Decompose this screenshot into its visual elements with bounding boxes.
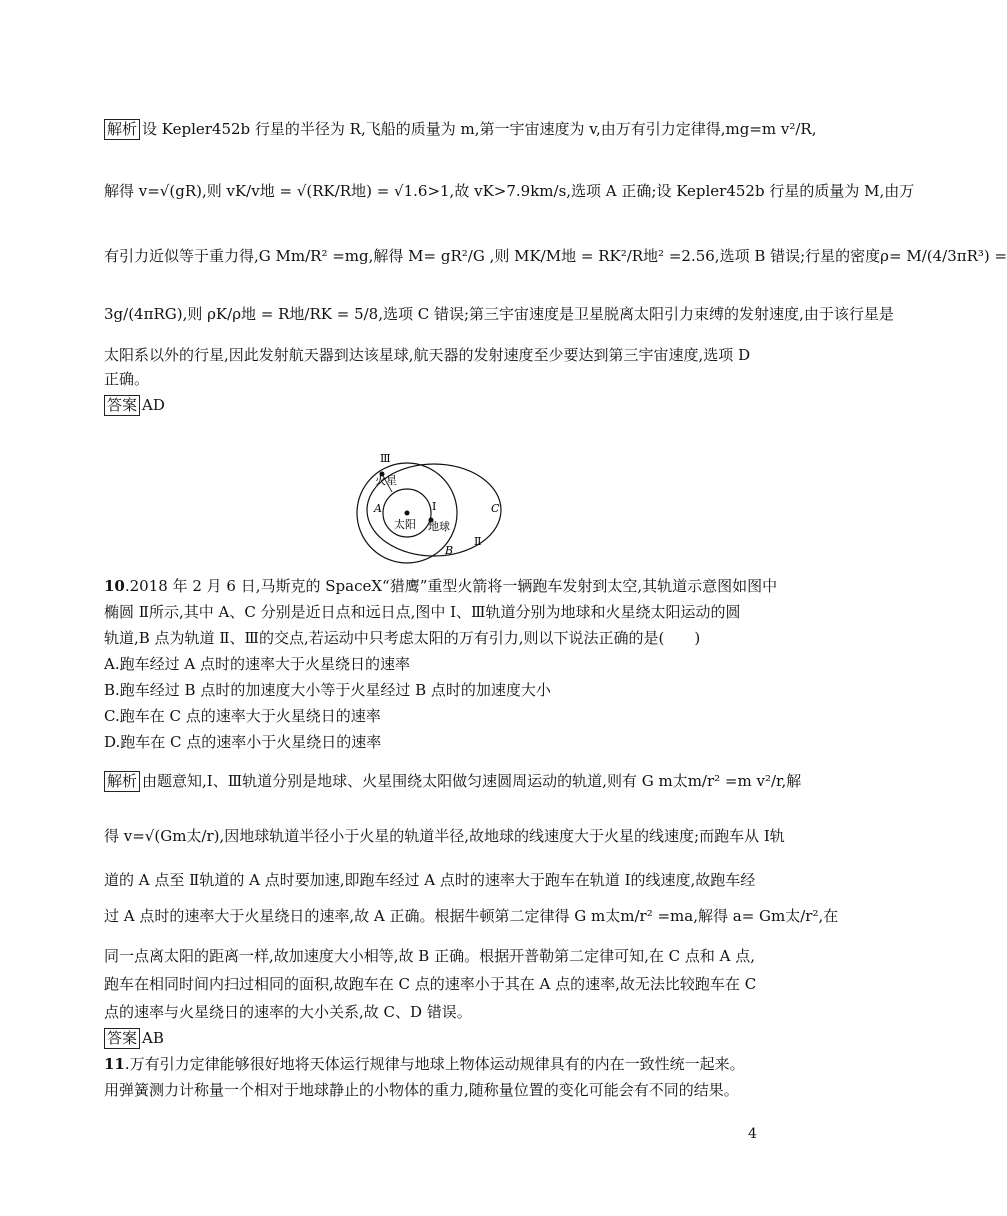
label-III: Ⅲ [380,452,391,465]
label-II: Ⅱ [474,535,482,548]
q10-number: 10 [104,577,125,595]
label-C: C [491,502,500,515]
q9-answer: AD [142,396,165,414]
q9-analysis-line-6: 正确。 [104,370,150,388]
label-B: B [445,544,454,557]
label-I: Ⅰ [432,500,437,513]
q10-analysis-line-6: 跑车在相同时间内扫过相同的面积,故跑车在 C 点的速率小于其在 A 点的速率,故无法比较跑车在 C [104,975,757,993]
q10-option-a: A.跑车经过 A 点时的速率大于火星绕日的速率 [104,655,410,673]
q10-analysis-line-3: 道的 A 点至 Ⅱ轨道的 A 点时要加速,即跑车经过 A 点时的速率大于跑车在轨道 Ⅰ的线速度,故跑车经 [104,871,756,889]
label-A: A [374,502,382,515]
q10-answer: AB [142,1029,164,1047]
q9-analysis-line-5: 太阳系以外的行星,因此发射航天器到达该星球,航天器的发射速度至少要达到第三宇宙速度,选项 D [104,346,751,364]
answer-tag: 答案 [104,1028,140,1049]
q10-stem-line-3: 轨道,B 点为轨道 Ⅱ、Ⅲ的交点,若运动中只考虑太阳的万有引力,则以下说法正确的是( ) [104,629,701,647]
orbit-diagram [352,448,532,576]
q10-stem-line-1: 10.2018 年 2 月 6 日,马斯克的 SpaceX“猎鹰”重型火箭将一辆跑车发射到太空,其轨道示意图如图中 [104,577,778,595]
q11-stem-line-2: 用弹簧测力计称量一个相对于地球静止的小物体的重力,随称量位置的变化可能会有不同的结果。 [104,1081,739,1099]
q10-analysis-line-7: 点的速率与火星绕日的速率的大小关系,故 C、D 错误。 [104,1003,472,1021]
q10-analysis-line-2: 得 v=√(Gm太/r),因地球轨道半径小于火星的轨道半径,故地球的线速度大于火星的线速度;而跑车从 Ⅰ轨 [104,827,785,845]
q11-stem-line-1: 11.万有引力定律能够很好地将天体运行规律与地球上物体运动规律具有的内在一致性统一起来。 [104,1055,745,1073]
q11-number: 11 [104,1055,125,1073]
analysis-tag: 解析 [104,771,140,792]
q10-option-b: B.跑车经过 B 点时的加速度大小等于火星经过 B 点时的加速度大小 [104,681,551,699]
sun-dot [405,511,410,516]
answer-tag: 答案 [104,395,140,416]
q10-analysis-line-1: 解析 由题意知,Ⅰ、Ⅲ轨道分别是地球、火星围绕太阳做匀速圆周运动的轨道,则有 G m太m/r² =m v²/r,解 [104,770,754,792]
page-number: 4 [748,1126,757,1142]
q10-answer-line [104,1027,754,1049]
q10-option-d: D.跑车在 C 点的速率小于火星绕日的速率 [104,733,382,751]
label-sun: 太阳 [394,518,416,531]
q10-analysis-line-5: 同一点离太阳的距离一样,故加速度大小相等,故 B 正确。根据开普勒第二定律可知,在 C 点和 A 点, [104,947,756,965]
q9-answer-line [104,394,754,416]
q10-analysis-line-4: 过 A 点时的速率大于火星绕日的速率,故 A 正确。根据牛顿第二定律得 G m太m/r² =ma,解得 a= Gm太/r²,在 [104,907,839,925]
q9-analysis-line-3: 有引力近似等于重力得,G Mm/R² =mg,解得 M= gR²/G ,则 MK/M地 = RK²/R地² =2.56,选项 B 错误;行星的密度ρ= M/(4/3πR³) = [104,247,1007,265]
q10-option-c: C.跑车在 C 点的速率大于火星绕日的速率 [104,707,381,725]
label-earth: 地球 [428,520,450,533]
analysis-tag: 解析 [104,119,140,140]
q10-stem-line-2: 椭圆 Ⅱ所示,其中 A、C 分别是近日点和远日点,图中 Ⅰ、Ⅲ轨道分别为地球和火星绕太阳运动的圆 [104,603,741,621]
q9-analysis-line-4: 3g/(4πRG),则 ρK/ρ地 = R地/RK = 5/8,选项 C 错误;第三宇宙速度是卫星脱离太阳引力束缚的发射速度,由于该行星是 [104,305,894,323]
q9-analysis-line-2: 解得 v=√(gR),则 vK/v地 = √(RK/R地) = √1.6>1,故 vK>7.9km/s,选项 A 正确;设 Kepler452b 行星的质量为 M,由万 [104,182,915,200]
label-mars: 火星 [375,474,397,487]
q9-analysis-line-1: 解析 设 Kepler452b 行星的半径为 R,飞船的质量为 m,第一宇宙速度为 v,由万有引力定律得,mg=m v²/R, [104,118,754,140]
